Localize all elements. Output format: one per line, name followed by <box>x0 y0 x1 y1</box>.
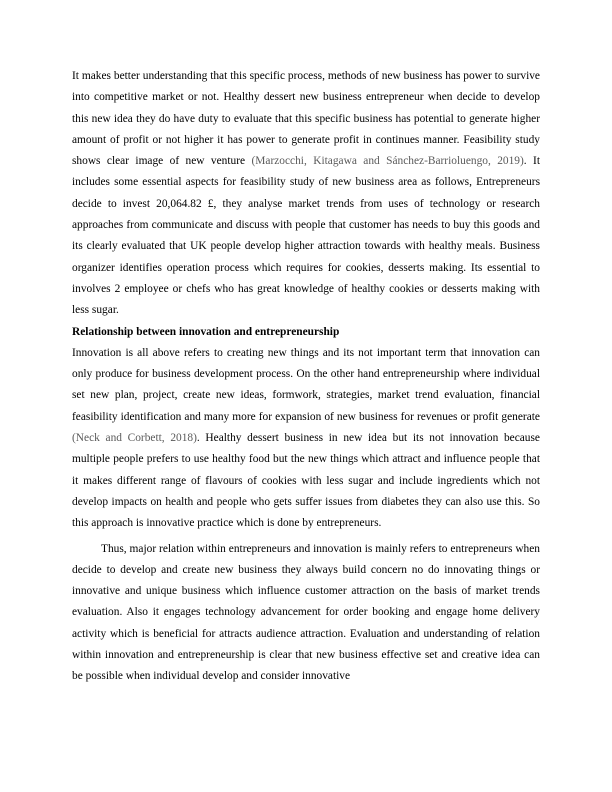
citation: (Neck and Corbett, 2018) <box>72 432 197 445</box>
section-heading: Relationship between innovation and entrepreneurship <box>72 325 340 338</box>
paragraph-feasibility <box>72 66 540 322</box>
paragraph-text: Innovation is all above refers to creating new things and its not important term that innovation can only produce for business development process. On the other hand entrepreneurship where individual set new plan, project, create new ideas, formwork, strategies, market trend evaluation, financial feasibility identification and many more for expansion of new business for revenues or profit generate <box>72 346 540 423</box>
paragraph-innovation <box>72 343 540 535</box>
paragraph-text: . Healthy dessert business in new idea but its not innovation because multiple people prefers to use healthy food but the new things which attract and influence people that it makes different range of flavours of cookies with less sugar and include ingredients which not develop impacts on health and people who gets suffer issues from diabetes they can also use this. So this approach is innovative practice which is done by entrepreneurs. <box>72 432 540 530</box>
paragraph-relation: Thus, major relation within entrepreneurs and innovation is mainly refers to entrepreneurs when decide to develop and create new business they always build concern no do innovating things or innovative and unique business which influence customer attraction on the basis of market trends evaluation. Also it engages technology advancement for order booking and engage home delivery activity which is beneficial for attracts audience attraction. Evaluation and understanding of relation within innovation and entrepreneurship is clear that new business effective set and creative idea can be possible when individual develop and consider innovative <box>72 542 540 683</box>
citation: (Marzocchi, Kitagawa and Sánchez-Barrioluengo, 2019) <box>251 155 524 168</box>
paragraph-text: It makes better understanding that this specific process, methods of new business has power to survive into competitive market or not. Healthy dessert new business entrepreneur when decide to develop this new idea they do have duty to evaluate that this specific business has potential to generate higher amount of profit or not higher it has power to generate profit in continues manner. Feasibility study shows clear image of new venture <box>72 70 540 168</box>
paragraph-text: . It includes some essential aspects for feasibility study of new business area as follows, Entrepreneurs decide to invest 20,064.82 £, they analyse market trends from uses of technology or research approaches from communicate and discuss with people that customer has needs to buy this goods and its clearly evaluated that UK people develop higher attraction towards with healthy meals. Business organizer identifies operation process which requires for cookies, desserts making. Its essential to involves 2 employee or chefs who has great knowledge of healthy cookies or desserts making with less sugar. <box>72 155 541 317</box>
